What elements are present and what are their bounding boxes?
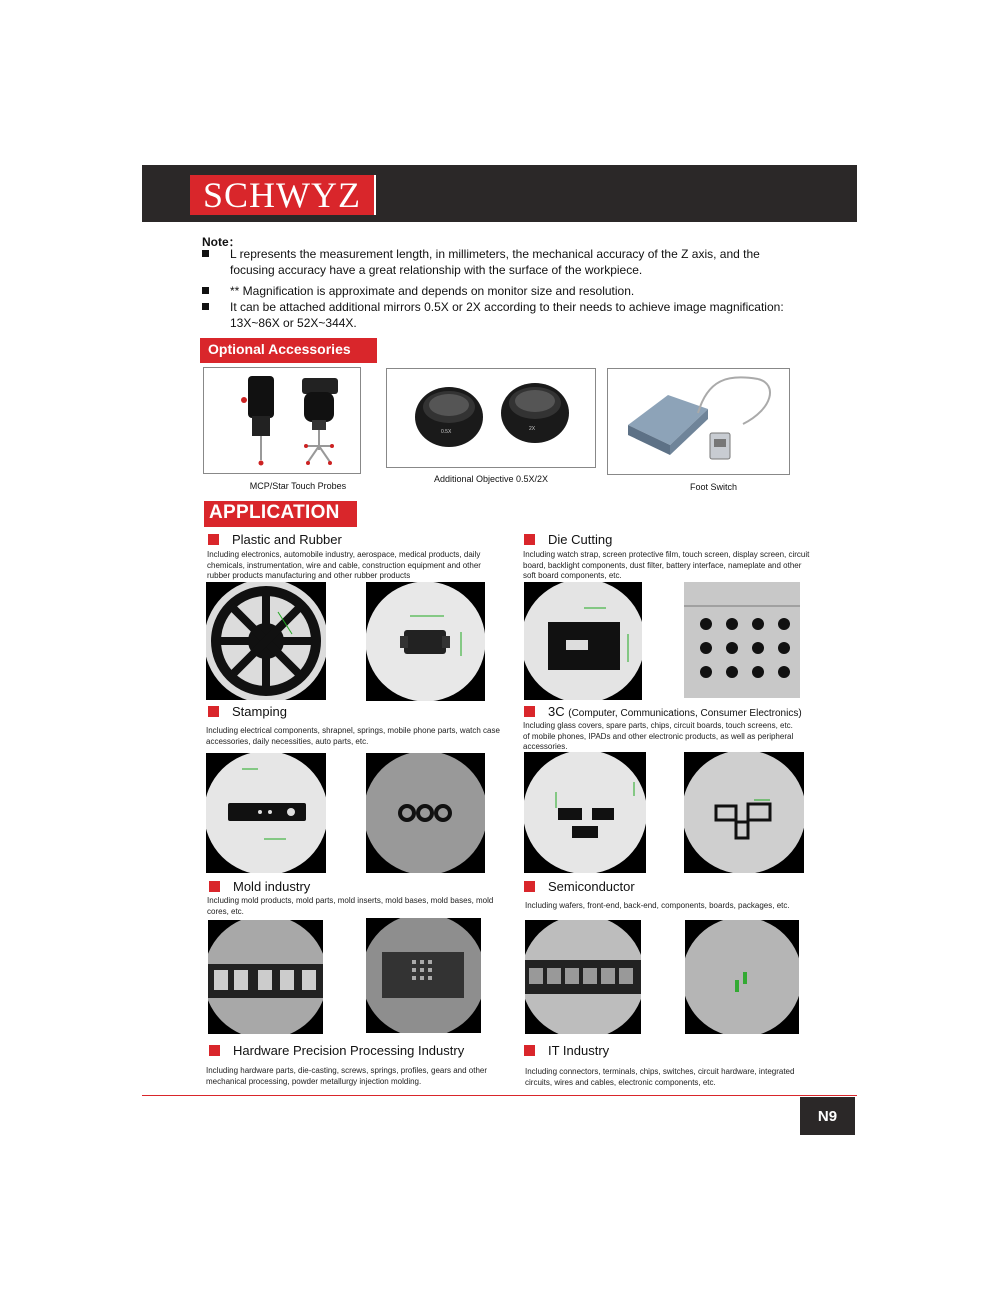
category-title: Hardware Precision Processing Industry: [233, 1043, 465, 1058]
category-desc: Including glass covers, spare parts, chips, circuit boards, touch screens, etc. of mobile phones, IPADs and other electronic products, as well as peripheral accessories.: [523, 721, 794, 751]
red-square-icon: [524, 1045, 535, 1056]
red-square-icon: [208, 706, 219, 717]
accessory-caption: MCP/Star Touch Probes: [249, 481, 347, 491]
category-desc: Including hardware parts, die-casting, screws, springs, profiles, gears and other mechanical processing, powder metallurgy injection molding.: [206, 1066, 488, 1086]
category-subtitle: (Computer, Communications, Consumer Electronics): [568, 708, 802, 719]
foot-switch-icon: [608, 369, 790, 475]
note-item: [202, 246, 802, 278]
category-desc: Including watch strap, screen protective film, touch screen, display screen, circuit board, backlight components, dust filter, battery interface, nameplate and other soft board components, etc.: [523, 550, 810, 580]
note-text: ** Magnification is approximate and depends on monitor size and resolution.: [230, 284, 635, 298]
category-title: IT Industry: [548, 1043, 610, 1058]
note-text: It can be attached additional mirrors 0.5X or 2X according to their needs to achieve image magnification: 13X~86X or 52X~344X.: [230, 300, 784, 330]
sample-photo: [684, 582, 800, 698]
touch-probe-photo: [203, 367, 361, 474]
red-square-icon: [208, 534, 219, 545]
sample-photo: [685, 920, 799, 1034]
category-title: Plastic and Rubber: [232, 532, 342, 547]
accessories-heading: Optional Accessories: [200, 338, 377, 363]
sample-photo: [524, 582, 642, 700]
red-square-icon: [209, 1045, 220, 1056]
category-title-main: 3C: [548, 704, 565, 719]
bullet-square-icon: [202, 250, 209, 257]
accessory-caption: Additional Objective 0.5X/2X: [433, 474, 549, 484]
foot-switch-photo: [607, 368, 790, 475]
category-desc: Including electrical components, shrapnel, springs, mobile phone parts, watch case accessories, daily necessities, auto parts, etc.: [206, 726, 500, 746]
red-square-icon: [524, 881, 535, 892]
brand-logo: [190, 175, 376, 215]
brand-name: SCHWYZ: [203, 175, 361, 215]
note-title: Note：: [202, 235, 241, 249]
note-item: [202, 299, 802, 331]
note-text: L represents the measurement length, in millimeters, the mechanical accuracy of the Z axis, and the focusing accuracy have a great relationship with the surface of the workpiece.: [230, 247, 760, 277]
category-desc: Including wafers, front-end, back-end, components, boards, packages, etc.: [525, 901, 790, 910]
sample-photo: [524, 752, 646, 873]
category-title: Die Cutting: [548, 532, 613, 547]
sample-photo: [525, 920, 641, 1034]
page-number: N9: [800, 1097, 855, 1135]
category-title: [548, 704, 802, 719]
sample-photo: [366, 753, 485, 873]
category-desc: Including mold products, mold parts, mold inserts, mold bases, mold bases, mold cores, etc.: [207, 896, 494, 916]
category-desc: Including electronics, automobile industry, aerospace, medical products, daily chemicals, instrumentation, wire and cable, construction equipment and other rubber products manufacturing and other rubber products: [207, 550, 481, 580]
accessory-caption: Foot Switch: [689, 482, 738, 492]
objective-lens-icon: [387, 369, 596, 468]
sample-photo: [208, 920, 323, 1034]
sample-photo: [206, 753, 326, 873]
lens-label: 0.5X: [441, 429, 452, 435]
sample-photo: [206, 582, 326, 700]
lens-label: 2X: [529, 426, 536, 432]
objective-lens-photo: [386, 368, 596, 468]
sample-photo: [366, 582, 485, 701]
sample-photo: [366, 918, 481, 1033]
sample-photo: [684, 752, 804, 873]
footer-divider: [142, 1095, 857, 1096]
category-title: Mold industry: [233, 879, 311, 894]
category-title: Stamping: [232, 704, 287, 719]
bullet-square-icon: [202, 287, 209, 294]
category-desc: Including connectors, terminals, chips, switches, circuit hardware, integrated circuits, wires and cables, electronic components, etc.: [525, 1067, 795, 1087]
red-square-icon: [524, 534, 535, 545]
note-item: [202, 283, 802, 299]
bullet-square-icon: [202, 303, 209, 310]
red-square-icon: [209, 881, 220, 892]
touch-probe-icon: [204, 368, 361, 474]
application-heading: APPLICATION: [204, 501, 357, 527]
red-square-icon: [524, 706, 535, 717]
category-title: Semiconductor: [548, 879, 635, 894]
